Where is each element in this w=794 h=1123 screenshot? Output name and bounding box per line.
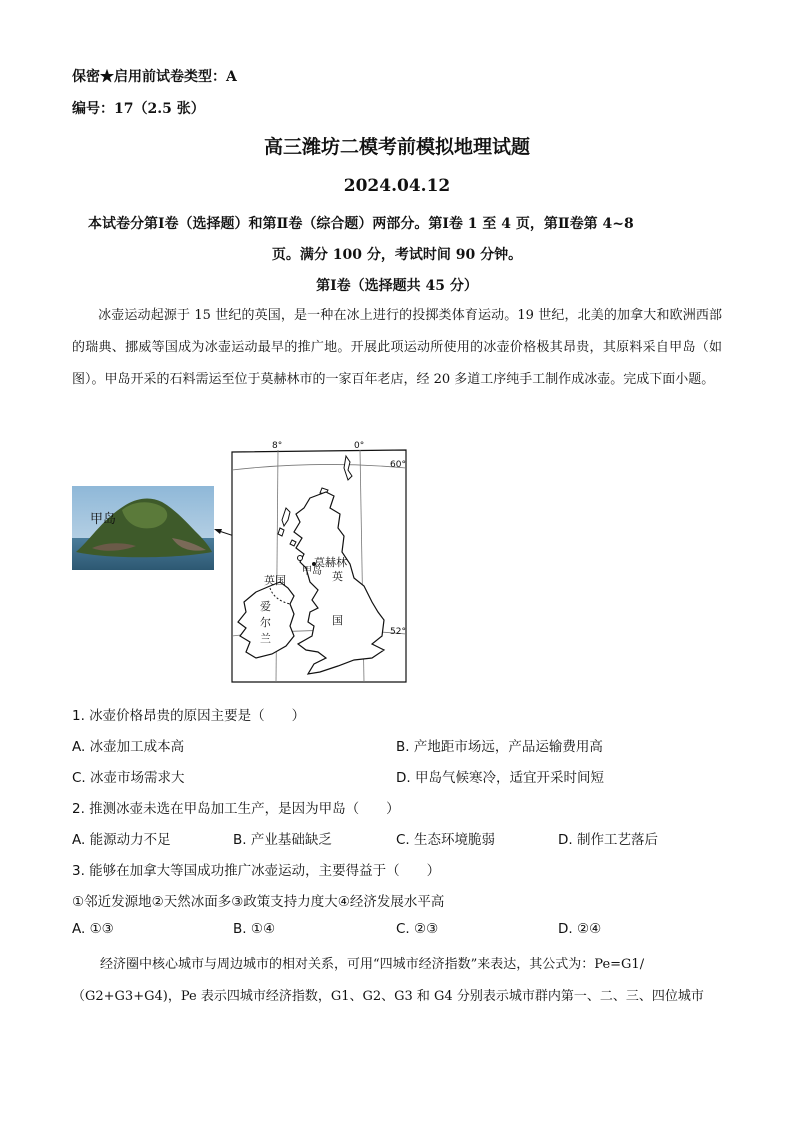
question-2-option-b: B. 产业基础缺乏: [233, 832, 332, 848]
map-ireland-label-3: 兰: [260, 632, 271, 645]
lon-label-8: 8°: [272, 441, 283, 451]
question-2-option-d: D. 制作工艺落后: [558, 832, 658, 848]
map-city-label: 莫赫林: [314, 556, 347, 569]
question-2-option-c: C. 生态环境脆弱: [396, 832, 496, 848]
map-ireland-label-1: 爱: [260, 600, 271, 613]
island-photo: [72, 486, 214, 570]
lon-label-0: 0°: [354, 441, 365, 451]
confidential-line: 保密★启用前试卷类型：A: [72, 69, 237, 85]
intro-line-1: 本试卷分第Ⅰ卷（选择题）和第Ⅱ卷（综合题）两部分。第Ⅰ卷 1 至 4 页，第Ⅱ卷第 4~8: [88, 216, 634, 232]
map-ireland-label-2: 尔: [260, 616, 271, 629]
page-title: 高三潍坊二模考前模拟地理试题: [263, 136, 530, 158]
passage-curling-text: 冰壶运动起源于 15 世纪的英国，是一种在冰上进行的投掷类体育运动。19 世纪，北美的加拿大和欧洲西部的瑞典、挪威等国成为冰壶运动最早的推广地。开展此项运动所使用的冰壶价格极其昂贵，其原料采自甲岛（如图）。甲岛开采的石料需运至位于莫赫林市的一家百年老店，经 20 多道工序纯手工制作成冰壶。完成下面小题。: [72, 308, 722, 387]
question-3-option-b: B. ①④: [233, 921, 276, 937]
map-island-label: 甲岛: [302, 566, 322, 577]
map-uk-label-1: 英: [332, 570, 343, 583]
map-uk-label-2: 国: [332, 614, 343, 627]
passage-economic-line-2: （G2+G3+G4)，Pe 表示四城市经济指数，G1、G2、G3 和 G4 分别表示城市群内第一、二、三、四位城市: [72, 989, 704, 1004]
question-1-option-a: A. 冰壶加工成本高: [72, 739, 185, 755]
intro-line-2: 页。满分 100 分，考试时间 90 分钟。: [271, 247, 523, 263]
exam-date: 2024.04.12: [343, 176, 451, 196]
uk-map: [214, 436, 420, 686]
pointer-arrowhead: [214, 529, 222, 534]
question-1-option-c: C. 冰壶市场需求大: [72, 770, 185, 786]
question-1-stem: 1. 冰壶价格昂贵的原因主要是（ ）: [72, 708, 306, 724]
question-1-option-b: B. 产地距市场远，产品运输费用高: [396, 739, 603, 755]
section-heading: 第Ⅰ卷（选择题共 45 分）: [316, 278, 478, 294]
island-marker: [298, 556, 303, 561]
serial-number-line: 编号：17（2.5 张）: [72, 101, 205, 117]
question-3-option-a: A. ①③: [72, 921, 114, 937]
question-3-option-d: D. ②④: [558, 921, 602, 937]
question-3-statements: ①邻近发源地②天然冰面多③政策支持力度大④经济发展水平高: [72, 894, 445, 910]
question-1-option-d: D. 甲岛气候寒冷，适宜开采时间短: [396, 770, 604, 786]
lat-label-60: 60°: [390, 460, 406, 470]
lat-label-52: 52°: [390, 627, 406, 637]
map-uk-small-label: 英国: [264, 574, 286, 587]
question-2-stem: 2. 推测冰壶未选在甲岛加工生产，是因为甲岛（ ）: [72, 801, 400, 817]
question-2-option-a: A. 能源动力不足: [72, 832, 171, 848]
question-3-option-c: C. ②③: [396, 921, 439, 937]
photo-label: 甲岛: [90, 512, 117, 527]
passage-economic-line-1: 经济圈中核心城市与周边城市的相对关系，可用“四城市经济指数”来表达，其公式为：Pe=G1/: [100, 957, 645, 972]
passage-curling: [72, 300, 722, 396]
question-3-stem: 3. 能够在加拿大等国成功推广冰壶运动，主要得益于（ ）: [72, 863, 441, 879]
